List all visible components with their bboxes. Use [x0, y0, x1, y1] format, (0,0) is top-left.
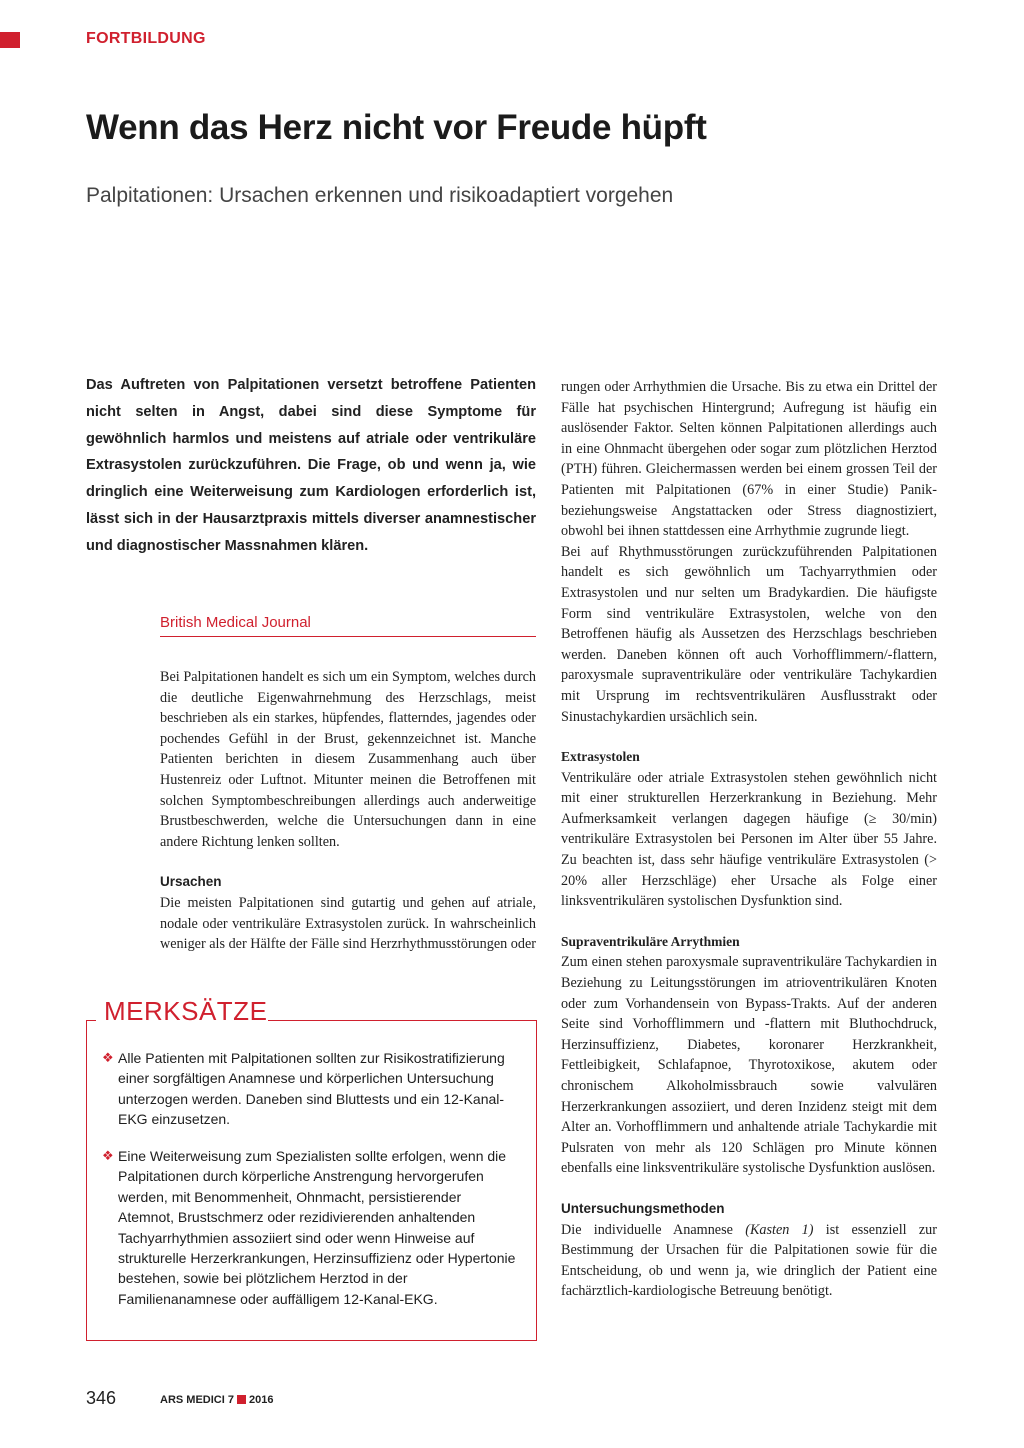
ursachen-paragraph-2: Bei auf Rhythmusstörungen zurückzuführenden Palpitationen handelt es sich gewöhnlich um Tachyarrythmien oder Extrasystolen und nur selten um Bradykardien. Die häufigste Form sind ventrikuläre Extrasystolen, welche von den Betroffenen häufig als Aussetzen des Herzschlags beschrieben werden. Daneben können oft auch Vorhofflimmern/-flattern, paroxysmale supraventrikuläre oder ventrikuläre Tachykardien mit Ursprung im rechtsventrikulären Ausflusstrakt oder Sinustachykardien ursächlich sein. [561, 543, 937, 725]
footer-square-icon [237, 1395, 246, 1404]
supra-paragraph: Zum einen stehen paroxysmale supraventrikuläre Tachykardien in Beziehung zu Leitungsstörungen im atrioventrikulären Knoten oder zum Vorhandensein von Bypass-Trakts. Auf der anderen Seite sind Vorhofflimmern und -flattern mit Bluthochdruck, Herzinsuffizienz, Diabetes, koronarer Herzkrankheit, Fettleibigkeit, Schlafapnoe, Thyrotoxikose, akutem oder chronischem Alkoholmissbrauch sowie valvulären Herzerkrankungen assoziiert, und deren Inzidenz steigt mit dem Alter an. Vorhofflimmern und anhaltende atriale Tachykardie mit Pulsraten von mehr als 120 Schlägen pro Minute können ebenfalls eine linksventrikuläre systolische Dysfunktion auslösen. [561, 954, 937, 1177]
extrasystolen-heading: Extrasystolen [561, 749, 640, 765]
diamond-bullet-icon: ❖ [102, 1050, 114, 1065]
supra-heading: Supraventrikuläre Arrythmien [561, 933, 740, 949]
merksaetze-title: MERKSÄTZE [104, 996, 268, 1026]
lead-paragraph: Das Auftreten von Palpitationen versetzt betroffene Patienten nicht selten in Angst, dabei sind diese Symptome für gewöhnlich harmlos und meistens auf atriale oder ventrikuläre Extrasystolen zurückzuführen. Die Frage, ob und wenn ja, wie dringlich eine Weiterweisung zum Kardiologen erforderlich ist, lässt sich in der Hausarztpraxis mittels diverser anamnestischer und diagnostischer Massnahmen klären. [86, 377, 536, 554]
untersuchung-paragraph: Die individuelle Anamnese (Kasten 1) ist essenziell zur Bestimmung der Ursachen für die Palpitationen sowie für die Entscheidung, ob und wenn ja, wie dringlich der Patient eine fachärztlich-kardiologische Betreuung benötigt. [561, 1221, 937, 1300]
article-subtitle: Palpitationen: Ursachen erkennen und risikoadaptiert vorgehen [86, 184, 674, 207]
ursachen-paragraph-start: Die meisten Palpitationen sind gutartig und gehen auf atriale, nodale oder ventrikuläre Extrasystolen zurück. In wahrscheinlich weniger als der Hälfte der Fälle sind Herzrhythmusstörungen oder [160, 894, 536, 953]
body-column-right [561, 377, 937, 1302]
body-column-left [160, 667, 536, 955]
ursachen-heading: Ursachen [160, 874, 222, 890]
extrasystolen-paragraph: Ventrikuläre oder atriale Extrasystolen stehen gewöhnlich nicht mit einer strukturellen Herzerkrankung in Beziehung. Mehr Aufmerksamkeit verlangen dagegen häufige (≥ 30/min) ventrikuläre Extrasystolen bei Personen im Alter über 55 Jahre. Zu beachten ist, dass sehr häufige ventrikuläre Extrasystolen (> 20% aller Herzschläge) eher Ursache als Folge einer linksventrikulären systolischen Dysfunktion sind. [561, 769, 937, 910]
article-title: Wenn das Herz nicht vor Freude hüpft [86, 108, 707, 147]
section-marker [0, 32, 20, 48]
intro-paragraph: Bei Palpitationen handelt es sich um ein Symptom, welches durch die deutliche Eigenwahrnehmung des Herzschlags, meist beschrieben als ein starkes, hüpfendes, flatterndes, jagendes oder pochendes Gefühl in der Brust, gekennzeichnet ist. Manche Patienten berichten in diesem Zusammenhang auch über Hustenreiz oder Luftnot. Mitunter meinen die Betroffenen mit solchen Symptombeschreibungen allerdings auch anderweitige Brustbeschwerden, welche die Untersuchungen dann in eine andere Richtung lenken sollten. [160, 669, 536, 850]
untersuchung-heading: Untersuchungsmethoden [561, 1200, 725, 1216]
footer-journal: ARS MEDICI 7 2016 [160, 1394, 274, 1406]
diamond-bullet-icon: ❖ [102, 1148, 114, 1163]
merksatz-item: ❖ Alle Patienten mit Palpitationen sollten zur Risikostratifizierung einer sorgfältigen Anamnese und körperlichen Untersuchung unterzogen werden. Daneben sind Bluttests und ein 12-Kanal-EKG einzusetzen. [102, 1050, 505, 1128]
merksaetze-border-left [86, 1020, 96, 1021]
merksatz-item: ❖ Eine Weiterweisung zum Spezialisten sollte erfolgen, wenn die Palpitationen durch körperliche Anstrengung hervorgerufen werden, mit Benommenheit, Ohnmacht, persistierender Atemnot, Brustschmerz oder rezidivierenden anhaltenden Tachyarrhythmien assoziiert sind oder wenn Hinweise auf strukturelle Herzerkrankungen, Herzinsuffizienz oder Hypertonie bestehen, sowie bei plötzlichem Herztod in der Familienanamnese oder auffälligem 12-Kanal-EKG. [102, 1148, 516, 1307]
page-number: 346 [86, 1388, 117, 1408]
section-label: FORTBILDUNG [86, 30, 206, 47]
merksaetze-border-right [268, 1020, 536, 1021]
ursachen-paragraph-continued: rungen oder Arrhythmien die Ursache. Bis zu etwa ein Drittel der Fälle hat psychischen Hintergrund; Aufregung ist häufig ein auslösender Faktor. Selten können Palpitationen allerdings auch in eine Ohnmacht übergehen oder sogar zum plötzlichen Herztod (PTH) führen. Gleichermassen werden bei einem grossen Teil der Patienten mit Palpitationen (67% in einer Studie) Panik- beziehungsweise Angstattacken oder Stress diagnostiziert, obwohl bei ihnen stattdessen eine Arrhythmie zugrunde liegt. [561, 379, 937, 540]
source-label: British Medical Journal [160, 614, 536, 637]
